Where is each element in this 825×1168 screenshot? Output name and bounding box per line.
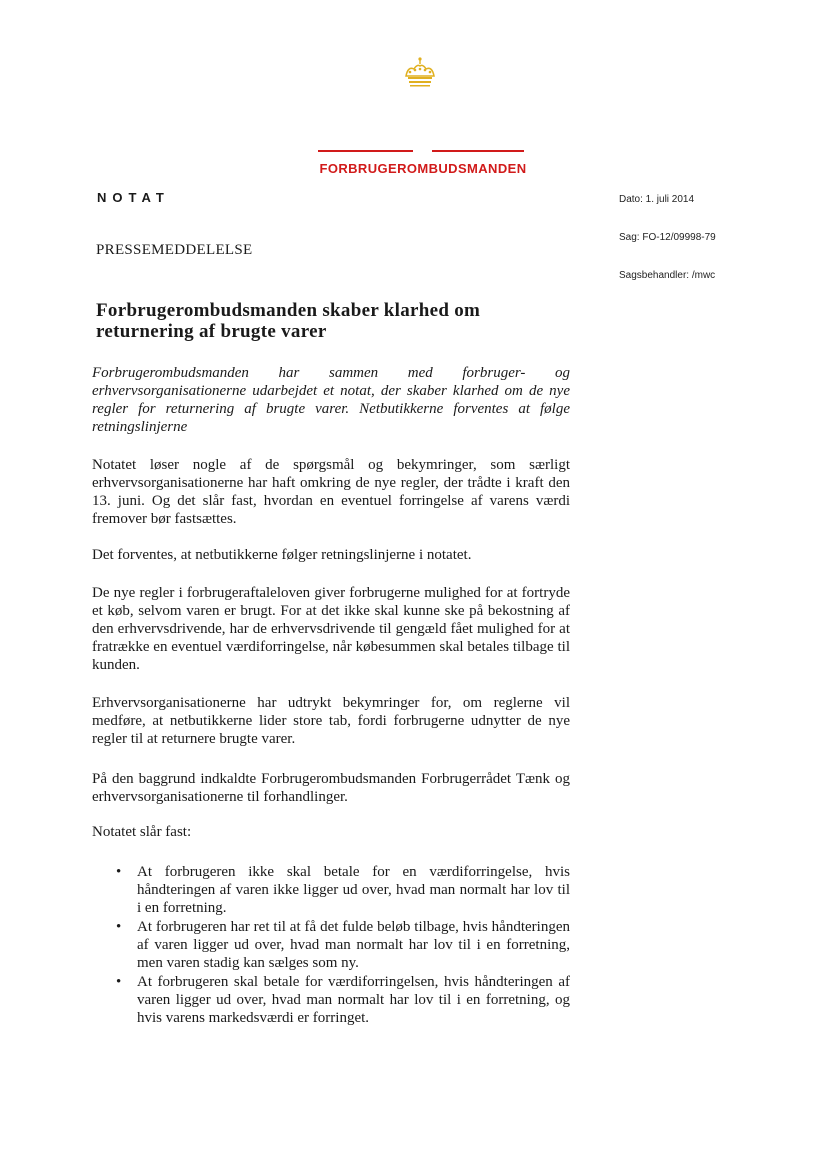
headline: Forbrugerombudsmanden skaber klarhed om returnering af brugte varer bbox=[96, 300, 481, 342]
logo-wordmark: FORBRUGEROMBUDSMANDEN bbox=[319, 161, 527, 176]
list-item bbox=[92, 918, 570, 972]
list-item bbox=[92, 863, 570, 917]
list-item-text: At forbrugeren ikke skal betale for en værdiforringelse, hvis håndteringen af varen ikke ligger ud over, hvad man normalt har lov til i en forretning. bbox=[137, 864, 570, 916]
list-item bbox=[92, 973, 570, 1027]
body-paragraph: Notatet løser nogle af de spørgsmål og bekymringer, som særligt erhvervsorganisationerne har haft omkring de nye regler, der trådte i kraft den 13. juni. Og det slår fast, hvordan en eventuel forringelse af varens værdi fremover bør fastsættes. bbox=[92, 457, 570, 527]
crown-icon bbox=[400, 56, 440, 94]
body-paragraph: Erhvervsorganisationerne har udtrykt bekymringer for, om reglerne vil medføre, at netbutikkerne lider store tab, fordi forbrugerne udnytter de nye regler til at returnere brugte varer. bbox=[92, 695, 570, 747]
body-paragraph: Notatet slår fast: bbox=[92, 824, 192, 840]
doc-type-label: NOTAT bbox=[97, 190, 170, 205]
logo-rule-right bbox=[432, 150, 524, 152]
body-paragraph: Det forventes, at netbutikkerne følger retningslinjerne i notatet. bbox=[92, 547, 472, 563]
meta-date: Dato: 1. juli 2014 bbox=[619, 194, 695, 205]
bullet-icon: • bbox=[116, 864, 122, 880]
body-paragraph: De nye regler i forbrugeraftaleloven giver forbrugerne mulighed for at fortryde et køb, selvom varen er brugt. For at det ikke skal kunne ske på bekostning af den erhvervsdrivende, har de erhvervsdrivende til gengæld fået mulighed for at fratrække en eventuel værdiforringelse, når købesummen skal betales tilbage til kunden. bbox=[92, 585, 570, 673]
doc-category: PRESSEMEDDELELSE bbox=[96, 242, 253, 258]
body-paragraph: På den baggrund indkaldte Forbrugerombudsmanden Forbrugerrådet Tænk og erhvervsorganisationerne til forhandlinger. bbox=[92, 771, 570, 805]
bullet-list bbox=[92, 863, 570, 1028]
bullet-icon: • bbox=[116, 974, 122, 990]
logo bbox=[0, 56, 825, 176]
meta-case-handler: Sagsbehandler: /mwc bbox=[619, 270, 716, 281]
meta-case-number: Sag: FO-12/09998-79 bbox=[619, 232, 716, 243]
bullet-icon: • bbox=[116, 919, 122, 935]
lead-paragraph: Forbrugerombudsmanden har sammen med forbruger- og erhvervsorganisationerne udarbejdet et notat, der skaber klarhed om de nye regler for returnering af brugte varer. Netbutikkerne forventes at følge retningslinjerne bbox=[92, 365, 570, 435]
list-item-text: At forbrugeren har ret til at få det fulde beløb tilbage, hvis håndteringen af varen ligger ud over, hvad man normalt har lov til i en forretning, men varen stadig kan sælges som ny. bbox=[137, 919, 570, 971]
list-item-text: At forbrugeren skal betale for værdiforringelsen, hvis håndteringen af varen ligger ud over, hvad man normalt har lov til i en forretning, og hvis varens markedsværdi er forringet. bbox=[137, 974, 570, 1026]
logo-rule-left bbox=[318, 150, 413, 152]
